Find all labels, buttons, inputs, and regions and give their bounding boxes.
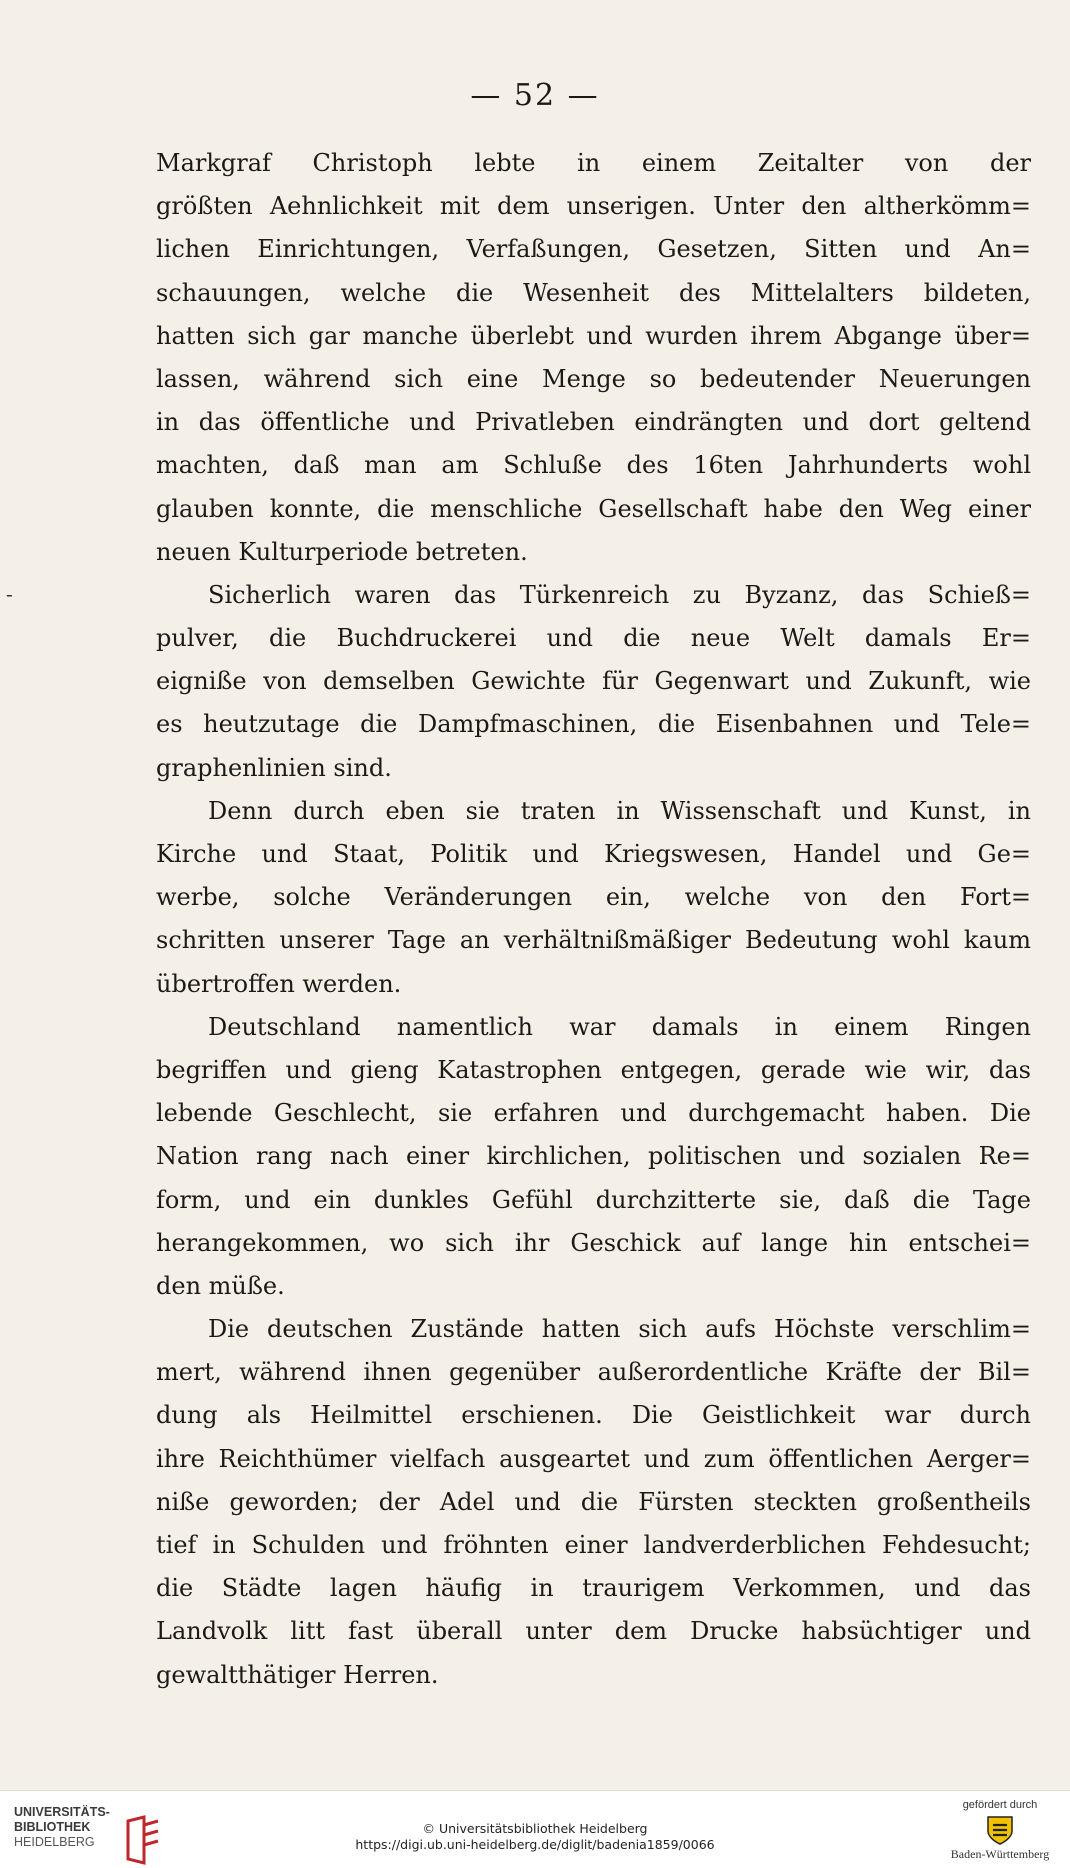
text-line: lassen, während sich eine Menge so bedeutender Neuerungen	[156, 364, 1031, 393]
text-line: begriffen und gieng Katastrophen entgegen, gerade wie wir, das	[156, 1055, 1031, 1084]
text-line: lichen Einrichtungen, Verfaßungen, Gesetzen, Sitten und An=	[156, 235, 1031, 264]
body-text	[156, 142, 1031, 1697]
text-line: neuen Kulturperiode betreten.	[156, 537, 528, 566]
text-line: Kirche und Staat, Politik und Kriegswesen, Handel und Ge=	[156, 840, 1031, 868]
text-line: graphenlinien sind.	[156, 753, 392, 782]
viewer-footer	[0, 1790, 1070, 1868]
text-line: größten Aehnlichkeit mit dem unserigen. Unter den altherkömm=	[156, 192, 1031, 221]
funding-badge[interactable]	[940, 1799, 1060, 1862]
text-line: form, und ein dunkles Gefühl durchzitterte sie, daß die Tage	[156, 1185, 1031, 1214]
copyright-text: © Universitätsbibliothek Heidelberg	[422, 1821, 648, 1836]
text-line: übertroffen werden.	[156, 969, 402, 998]
library-name-line: BIBLIOTHEK	[14, 1820, 91, 1834]
text-line: mert, während ihnen gegenüber außerordentliche Kräfte der Bil=	[156, 1358, 1031, 1387]
text-line: Landvolk litt fast überall unter dem Drucke habsüchtiger und	[156, 1617, 1031, 1646]
text-line: schritten unserer Tage an verhältnißmäßiger Bedeutung wohl kaum	[156, 926, 1031, 955]
funding-region: Baden-Württemberg	[950, 1847, 1050, 1861]
text-line: machten, daß man am Schluße des 16ten Jahrhunderts wohl	[156, 451, 1031, 480]
text-line: Denn durch eben sie traten in Wissenschaft und Kunst, in	[208, 796, 1031, 825]
text-line: Markgraf Christoph lebte in einem Zeitalter von der	[156, 149, 1031, 177]
text-line: dung als Heilmittel erschienen. Die Geistlichkeit war durch	[156, 1401, 1031, 1430]
copyright-notice	[0, 1821, 1070, 1853]
funding-label: gefördert durch	[962, 1799, 1038, 1811]
text-line: tief in Schulden und fröhnten einer landverderblichen Fehdesucht;	[156, 1531, 1031, 1559]
text-line: Deutschland namentlich war damals in einem Ringen	[208, 1012, 1031, 1041]
library-name-line: UNIVERSITÄTS-	[14, 1805, 110, 1819]
text-line: glauben konnte, die menschliche Gesellschaft habe den Weg einer	[156, 494, 1031, 523]
text-line: werbe, solche Veränderungen ein, welche von den Fort=	[156, 883, 1031, 912]
text-line: herangekommen, wo sich ihr Geschick auf lange hin entschei=	[156, 1228, 1031, 1257]
text-line: den müße.	[156, 1271, 285, 1300]
text-line: lebende Geschlecht, sie erfahren und durchgemacht haben. Die	[156, 1099, 1031, 1128]
text-line: ihre Reichthümer vielfach ausgeartet und zum öffentlichen Aerger=	[156, 1444, 1031, 1473]
page-number: — 52 —	[470, 78, 600, 113]
text-line: schauungen, welche die Wesenheit des Mittelalters bildeten,	[156, 278, 1031, 307]
text-line: Sicherlich waren das Türkenreich zu Byzanz, das Schieß=	[208, 580, 1031, 609]
library-name-line: HEIDELBERG	[14, 1835, 95, 1849]
text-line: hatten sich gar manche überlebt und wurden ihrem Abgange über=	[156, 321, 1031, 350]
permalink[interactable]: https://digi.ub.uni-heidelberg.de/diglit/badenia1859/0066	[355, 1837, 715, 1852]
text-line: eigniße von demselben Gewichte für Gegenwart und Zukunft, wie	[156, 667, 1031, 696]
text-line: Die deutschen Zustände hatten sich aufs Höchste verschlim=	[208, 1315, 1031, 1344]
text-line: Nation rang nach einer kirchlichen, politischen und sozialen Re=	[156, 1142, 1031, 1171]
text-line: es heutzutage die Dampfmaschinen, die Eisenbahnen und Tele=	[156, 710, 1031, 739]
text-line: pulver, die Buchdruckerei und die neue Welt damals Er=	[156, 624, 1031, 653]
text-line: die Städte lagen häufig in traurigem Verkommen, und das	[156, 1574, 1031, 1603]
coat-of-arms-icon	[986, 1815, 1014, 1845]
text-line: in das öffentliche und Privatleben eindrängten und dort geltend	[156, 408, 1031, 437]
text-line: niße geworden; der Adel und die Fürsten steckten großentheils	[156, 1487, 1031, 1516]
margin-mark: -	[6, 582, 13, 606]
text-line: gewaltthätiger Herren.	[156, 1660, 439, 1689]
